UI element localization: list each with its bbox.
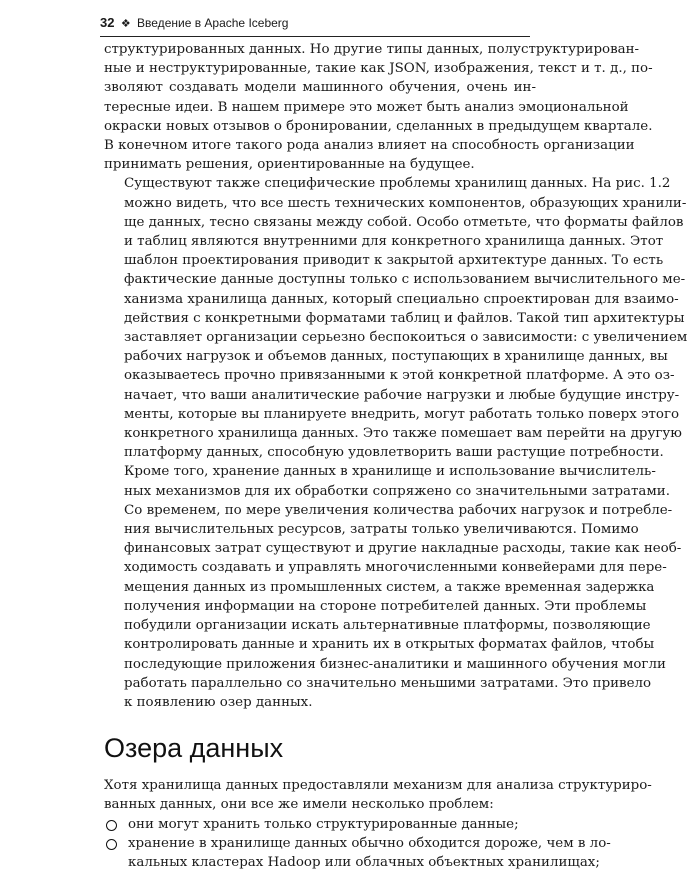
text-line: они могут хранить только структурированные данные; — [128, 816, 519, 832]
text-line: ных механизмов для их обработки сопряжено со значительными затратами. — [124, 483, 670, 499]
text-line: платформу данных, способную удовлетворить ваши растущие потребности. — [124, 445, 664, 461]
text-line: Кроме того, хранение данных в хранилище и использование вычислитель- — [124, 464, 656, 480]
text-line: кальных кластерах Hadoop или облачных объектных хранилищах; — [128, 854, 600, 870]
text-line: Существуют также специфические проблемы хранилищ данных. На рис. 1.2 — [124, 176, 671, 192]
text-line: начает, что ваши аналитические рабочие нагрузки и любые будущие инстру- — [124, 387, 680, 403]
chapter-title: Введение в Apache Iceberg — [137, 16, 289, 30]
bullet-item — [104, 815, 536, 834]
circle-bullet-icon — [106, 820, 117, 831]
bullet-item — [104, 834, 611, 872]
text-line: контролировать данные и хранить их в открытых форматах файлов, чтобы — [124, 637, 655, 653]
text-line: ванных данных, они все же имели несколько проблем: — [104, 797, 494, 813]
text-line: можно видеть, что все шесть технических компонентов, образующих хранили- — [124, 195, 687, 211]
paragraph-3 — [104, 462, 682, 712]
text-line: и таблиц являются внутренними для конкретного хранилища данных. Этот — [124, 234, 664, 250]
text-line: работать параллельно со значительно меньшими затратами. Это привело — [124, 675, 652, 691]
text-line: структурированных данных. Но другие типы данных, полуструктурирован- — [104, 42, 640, 57]
text-line: рабочих нагрузок и объемов данных, поступающих в хранилище данных, вы — [124, 349, 668, 365]
text-line: тересные идеи. В нашем примере это может быть анализ эмоциональной — [104, 99, 629, 115]
text-line: фактические данные доступны только с использованием вычислительного ме- — [124, 272, 686, 288]
text-line: В конечном итоге такого рода анализ влияет на способность организации — [104, 138, 635, 154]
circle-bullet-icon — [106, 839, 117, 850]
section-heading: Озера данных — [104, 733, 284, 764]
text-line: ходимость создавать и управлять многочисленными конвейерами для пере- — [124, 560, 667, 576]
text-line: действия с конкретными форматами таблиц и файлов. Такой тип архитектуры — [124, 310, 685, 326]
text-line: зволяют создавать модели машинного обучения, очень ин- — [104, 80, 536, 96]
text-line: хранение в хранилище данных обычно обходится дороже, чем в ло- — [128, 835, 611, 851]
bullet-list — [104, 815, 611, 872]
text-line: менты, которые вы планируете внедрить, могут работать только поверх этого — [124, 406, 680, 422]
text-line: ные и неструктурированные, такие как JSON, изображения, текст и т. д., по- — [104, 61, 653, 77]
text-line: принимать решения, ориентированные на будущее. — [104, 157, 475, 173]
text-line: шаблон проектирования приводит к закрытой архитектуре данных. То есть — [124, 253, 664, 269]
text-line: Со временем, по мере увеличения количества рабочих нагрузок и потребле- — [124, 502, 673, 518]
text-line: заставляет организации серьезно беспокоиться о зависимости: с увеличением — [124, 330, 687, 346]
text-line: ния вычислительных ресурсов, затраты только увеличиваются. Помимо — [124, 522, 639, 538]
text-line: ханизма хранилища данных, который специально спроектирован для взаимо- — [124, 291, 679, 307]
text-line: побудили организации искать альтернативные платформы, позволяющие — [124, 618, 651, 634]
text-line: финансовых затрат существуют и другие накладные расходы, такие как необ- — [124, 541, 682, 557]
paragraph-1 — [104, 40, 653, 174]
section-intro — [104, 776, 652, 814]
text-line: получения информации на стороне потребителей данных. Эти проблемы — [124, 598, 647, 614]
text-line: конкретного хранилища данных. Это также помешает вам перейти на другую — [124, 426, 682, 442]
text-line: оказываетесь прочно привязанными к этой конкретной платформе. А это оз- — [124, 368, 675, 384]
text-line: Хотя хранилища данных предоставляли механизм для анализа структуриро- — [104, 778, 652, 794]
text-line: к появлению озер данных. — [124, 694, 313, 710]
running-header — [100, 14, 530, 37]
text-line: мещения данных из промышленных систем, а также временная задержка — [124, 579, 655, 595]
diamond-ornament-icon: ❖ — [120, 18, 131, 30]
text-line: окраски новых отзывов о бронировании, сделанных в предыдущем квартале. — [104, 118, 653, 134]
text-line: ще данных, тесно связаны между собой. Особо отметьте, что форматы файлов — [124, 214, 684, 230]
page-number: 32 — [100, 15, 115, 30]
page-body — [104, 40, 687, 872]
text-line: последующие приложения бизнес-аналитики и машинного обучения могли — [124, 656, 666, 672]
paragraph-2 — [104, 174, 687, 462]
